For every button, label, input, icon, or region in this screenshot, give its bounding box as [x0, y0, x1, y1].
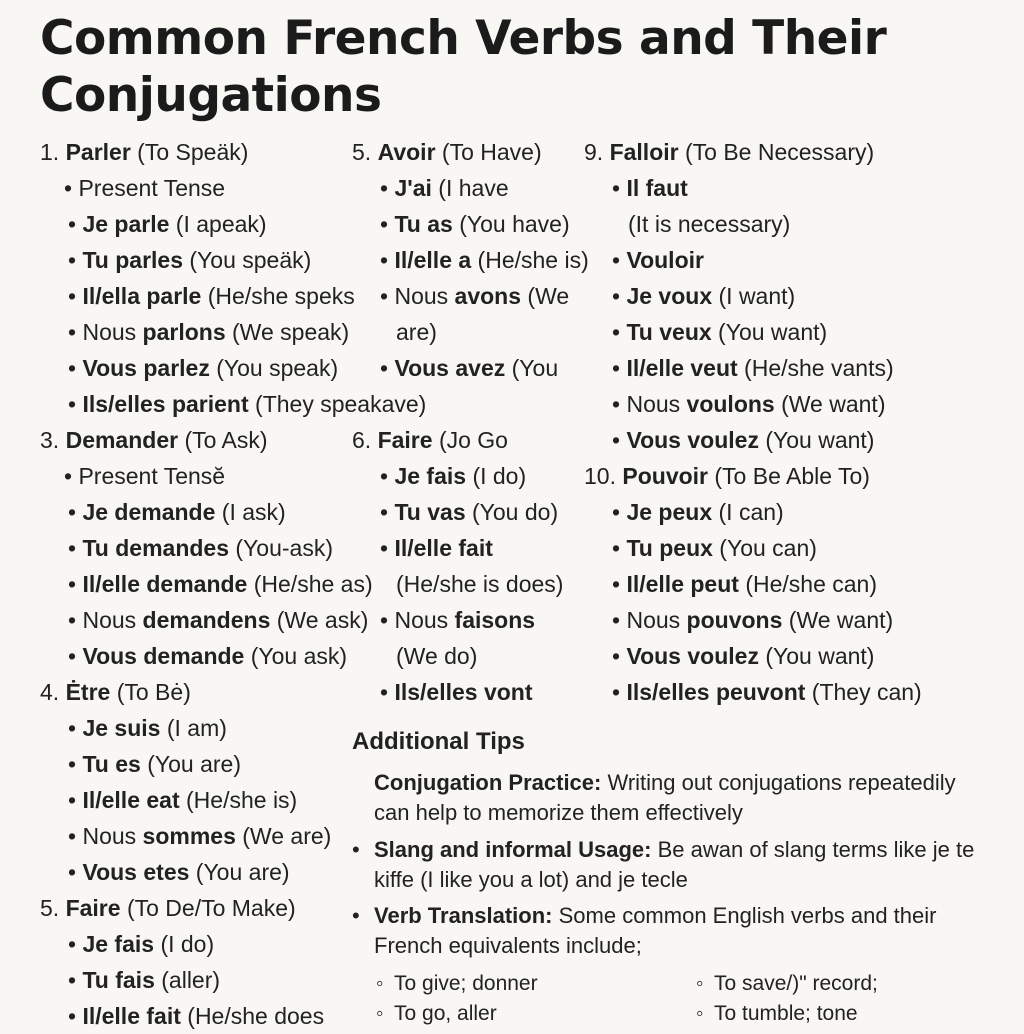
- conjugation-line: [68, 818, 331, 854]
- conjugation-line: [68, 566, 373, 602]
- bold-term: Je fais: [82, 931, 155, 957]
- plain-text: (He/she vants): [737, 355, 894, 381]
- conjugation-line: [380, 530, 493, 566]
- conjugation-line: [396, 314, 437, 350]
- bold-term: Vous etes: [82, 859, 190, 885]
- bold-term: Il/elle fait: [82, 1003, 181, 1029]
- plain-text: (To Be Necessary): [678, 139, 875, 165]
- conjugation-line: [68, 530, 333, 566]
- bold-term: Faire: [377, 427, 433, 453]
- plain-text: (I do): [154, 931, 215, 957]
- line-prefix: •: [68, 643, 83, 669]
- conjugation-line: [396, 638, 477, 674]
- bold-term: Il/elle veut: [626, 355, 738, 381]
- plain-text: (To Speäk): [130, 139, 249, 165]
- plain-text: (He/she is does): [396, 571, 564, 597]
- conjugation-line: [396, 566, 563, 602]
- line-prefix: •: [380, 463, 395, 489]
- bold-term: Pouvoir: [622, 463, 708, 489]
- plain-text: (We want): [782, 607, 894, 633]
- plain-text: Present Tensĕ: [78, 463, 226, 489]
- conjugation-line: [612, 566, 877, 602]
- line-prefix: •: [68, 391, 83, 417]
- plain-text: (You want): [758, 643, 875, 669]
- plain-text: (You are): [140, 751, 241, 777]
- line-prefix: •: [68, 751, 83, 777]
- conjugation-line: [68, 278, 355, 314]
- bold-term: Je fais: [394, 463, 467, 489]
- plain-text: (You-ask): [229, 535, 333, 561]
- line-prefix: •: [68, 859, 83, 885]
- plain-text: (I do): [466, 463, 527, 489]
- conjugation-line: [380, 494, 558, 530]
- tip-item: [352, 835, 992, 895]
- plain-text: (To Be Able To): [708, 463, 870, 489]
- plain-text: (You ask): [244, 643, 348, 669]
- conjugation-line: [380, 242, 589, 278]
- line-prefix: 6.: [352, 427, 378, 453]
- line-prefix: •: [612, 499, 627, 525]
- plain-text: (You speak): [209, 355, 339, 381]
- line-prefix: •: [68, 715, 83, 741]
- plain-text: (You want): [711, 319, 828, 345]
- bold-term: Ils/elles parient: [82, 391, 249, 417]
- conjugation-line: [68, 746, 241, 782]
- line-prefix: •: [68, 499, 83, 525]
- verb-heading: [584, 458, 870, 494]
- bold-term: sommes: [142, 823, 236, 849]
- bold-term: Vous parlez: [82, 355, 210, 381]
- plain-text: (He/she as): [247, 571, 373, 597]
- conjugation-line: [68, 854, 290, 890]
- plain-text: (We want): [774, 391, 886, 417]
- conjugation-line: [612, 242, 704, 278]
- verb-heading: [40, 674, 191, 710]
- line-prefix: •: [68, 571, 83, 597]
- plain-text: (He/she is): [179, 787, 298, 813]
- plain-text: Present Tense: [78, 175, 226, 201]
- conjugation-line: [64, 170, 225, 206]
- bold-term: Ils/elles peuvont: [626, 679, 806, 705]
- conjugation-line: [68, 602, 368, 638]
- bold-term: Je demande: [82, 499, 216, 525]
- conjugation-line: [612, 386, 886, 422]
- verb-heading: [352, 134, 542, 170]
- tip-item: [352, 768, 992, 828]
- line-prefix: •: [380, 499, 395, 525]
- plain-text: (We do): [396, 643, 478, 669]
- bold-term: Tu peux: [626, 535, 713, 561]
- tip-label: Verb Translation:: [374, 903, 553, 928]
- bold-term: Il/elle eat: [82, 787, 180, 813]
- plain-text: Nous: [626, 391, 687, 417]
- plain-text: (He/she can): [738, 571, 877, 597]
- plain-text: (He/she does: [180, 1003, 325, 1029]
- bold-term: Avoir: [377, 139, 436, 165]
- translation-item: ◦ To go, aller: [376, 1002, 497, 1025]
- bold-term: Vous demande: [82, 643, 245, 669]
- tip-text: Writing out conjugations repeatedily can help to memorize them effectively: [374, 770, 956, 825]
- bold-term: Tu parles: [82, 247, 183, 273]
- line-prefix: 5.: [40, 895, 66, 921]
- bold-term: Je peux: [626, 499, 713, 525]
- plain-text: (To Ask): [178, 427, 268, 453]
- plain-text: (You are): [189, 859, 290, 885]
- plain-text: (You do): [465, 499, 559, 525]
- conjugation-line: [68, 242, 311, 278]
- conjugation-line: [612, 674, 922, 710]
- translation-item: ◦ To save/)" record;: [696, 972, 878, 995]
- bold-term: Il/elle fait: [394, 535, 493, 561]
- line-prefix: •: [612, 643, 627, 669]
- plain-text: (You: [505, 355, 559, 381]
- translation-text: To save/)" record;: [714, 972, 878, 995]
- conjugation-line: [64, 458, 225, 494]
- translation-text: To tumble; tone: [714, 1002, 858, 1025]
- line-prefix: •: [380, 607, 395, 633]
- plain-text: (To Have): [435, 139, 542, 165]
- verb-heading: [40, 890, 296, 926]
- plain-text: (We are): [235, 823, 332, 849]
- line-prefix: •: [380, 283, 395, 309]
- bold-term: Vouloir: [626, 247, 704, 273]
- bold-term: Il faut: [626, 175, 688, 201]
- line-prefix: 9.: [584, 139, 610, 165]
- bold-term: Je voux: [626, 283, 713, 309]
- tip-text: Some common English verbs and their French equivalents include;: [374, 903, 937, 958]
- plain-text: Nous: [82, 823, 143, 849]
- line-prefix: •: [612, 391, 627, 417]
- bold-term: Vous voulez: [626, 643, 759, 669]
- bold-term: Faire: [65, 895, 121, 921]
- plain-text: are): [396, 319, 437, 345]
- bold-term: Il/elle peut: [626, 571, 739, 597]
- conjugation-line: [612, 314, 827, 350]
- translation-text: To give; donner: [394, 972, 538, 995]
- bold-term: Il/elle demande: [82, 571, 248, 597]
- line-prefix: •: [68, 283, 83, 309]
- conjugation-line: [68, 638, 347, 674]
- line-prefix: •: [612, 427, 627, 453]
- bold-term: Parler: [65, 139, 131, 165]
- tip-label: Slang and informal Usage:: [374, 837, 652, 862]
- line-prefix: •: [68, 319, 83, 345]
- line-prefix: 1.: [40, 139, 66, 165]
- plain-text: (They speakave): [248, 391, 427, 417]
- line-prefix: •: [68, 355, 83, 381]
- bold-term: Tu vas: [394, 499, 466, 525]
- conjugation-line: [68, 782, 297, 818]
- line-prefix: •: [68, 535, 83, 561]
- plain-text: Nous: [394, 283, 455, 309]
- verb-heading: [40, 422, 268, 458]
- conjugation-line: [68, 314, 349, 350]
- tip-item: [352, 901, 992, 961]
- bold-term: faisons: [454, 607, 536, 633]
- bullet: •: [352, 837, 360, 862]
- conjugation-line: [612, 422, 874, 458]
- line-prefix: •: [68, 1003, 83, 1029]
- line-prefix: •: [612, 535, 627, 561]
- line-prefix: •: [68, 823, 83, 849]
- conjugation-line: [68, 962, 220, 998]
- bold-term: Vous voulez: [626, 427, 759, 453]
- translation-item: ◦ To give; donner: [376, 972, 538, 995]
- conjugation-line: [68, 998, 324, 1034]
- line-prefix: •: [68, 967, 83, 993]
- bold-term: Ils/elles vont: [394, 679, 533, 705]
- bold-term: Tu as: [394, 211, 453, 237]
- bold-term: Tu veux: [626, 319, 712, 345]
- plain-text: (I ask): [215, 499, 286, 525]
- bold-term: voulons: [686, 391, 775, 417]
- line-prefix: •: [380, 247, 395, 273]
- line-prefix: 5.: [352, 139, 378, 165]
- conjugation-line: [68, 386, 426, 422]
- plain-text: (You speäk): [183, 247, 312, 273]
- plain-text: (He/she is): [471, 247, 589, 273]
- plain-text: (To Bė): [110, 679, 191, 705]
- plain-text: (You want): [758, 427, 875, 453]
- plain-text: (We: [521, 283, 570, 309]
- verb-heading: [40, 134, 248, 170]
- bold-term: parlons: [142, 319, 226, 345]
- line-prefix: •: [612, 607, 627, 633]
- conjugation-line: [68, 350, 338, 386]
- line-prefix: •: [68, 931, 83, 957]
- plain-text: (You have): [452, 211, 570, 237]
- plain-text: (To De/To Make): [120, 895, 296, 921]
- bold-term: pouvons: [686, 607, 783, 633]
- bold-term: Il/ella parle: [82, 283, 202, 309]
- conjugation-line: [380, 170, 509, 206]
- conjugation-line: [612, 350, 894, 386]
- plain-text: (It is necessary): [628, 211, 791, 237]
- bold-term: Je parle: [82, 211, 170, 237]
- bold-term: Demander: [65, 427, 179, 453]
- conjugation-line: [380, 458, 526, 494]
- plain-text: Nous: [82, 319, 143, 345]
- conjugation-line: [380, 206, 570, 242]
- plain-text: (You can): [712, 535, 817, 561]
- bold-term: J'ai: [394, 175, 432, 201]
- line-prefix: •: [380, 211, 395, 237]
- bold-term: Je suis: [82, 715, 161, 741]
- line-prefix: •: [612, 571, 627, 597]
- line-prefix: •: [612, 175, 627, 201]
- plain-text: (aller): [154, 967, 221, 993]
- conjugation-line: [612, 170, 688, 206]
- conjugation-line: [612, 278, 795, 314]
- plain-text: (I am): [160, 715, 227, 741]
- bold-term: Tu es: [82, 751, 141, 777]
- bold-term: demandens: [142, 607, 271, 633]
- conjugation-line: [612, 530, 817, 566]
- conjugation-line: [628, 206, 790, 242]
- bold-term: Falloir: [609, 139, 679, 165]
- bold-term: avons: [454, 283, 522, 309]
- verb-heading: [584, 134, 874, 170]
- plain-text: (I want): [712, 283, 796, 309]
- line-prefix: •: [68, 787, 83, 813]
- bold-term: Tu fais: [82, 967, 155, 993]
- line-prefix: •: [380, 175, 395, 201]
- plain-text: Nous: [82, 607, 143, 633]
- page-title: Common French Verbs and Their Conjugations: [40, 11, 887, 123]
- line-prefix: •: [64, 463, 79, 489]
- conjugation-line: [612, 494, 784, 530]
- conjugation-line: [380, 674, 533, 710]
- bold-term: Vous avez: [394, 355, 506, 381]
- line-prefix: •: [64, 175, 79, 201]
- bold-term: Il/elle a: [394, 247, 472, 273]
- line-prefix: •: [68, 211, 83, 237]
- tip-text: Be awan of slang terms like je te kiffe (I like you a lot) and je tecle: [374, 837, 975, 892]
- line-prefix: •: [380, 355, 395, 381]
- verb-heading: [352, 422, 508, 458]
- plain-text: (He/she speks: [201, 283, 355, 309]
- conjugation-line: [380, 350, 558, 386]
- line-prefix: •: [612, 355, 627, 381]
- bold-term: Ėtre: [65, 679, 111, 705]
- conjugation-line: [68, 494, 286, 530]
- line-prefix: •: [380, 535, 395, 561]
- bold-term: Tu demandes: [82, 535, 229, 561]
- translation-item: ◦ To tumble; tone: [696, 1002, 858, 1025]
- plain-text: (We ask): [270, 607, 369, 633]
- plain-text: (We speak): [225, 319, 350, 345]
- conjugation-line: [612, 602, 893, 638]
- plain-text: (They can): [805, 679, 922, 705]
- plain-text: (I apeak): [169, 211, 267, 237]
- line-prefix: •: [612, 283, 627, 309]
- line-prefix: •: [612, 319, 627, 345]
- plain-text: (I can): [712, 499, 784, 525]
- line-prefix: 3.: [40, 427, 66, 453]
- conjugation-line: [380, 602, 535, 638]
- conjugation-line: [380, 278, 569, 314]
- plain-text: (Jo Go: [432, 427, 508, 453]
- conjugation-line: [612, 638, 874, 674]
- conjugation-line: [68, 926, 214, 962]
- bullet: •: [352, 903, 360, 928]
- conjugation-line: [68, 710, 227, 746]
- tip-label: Conjugation Practice:: [374, 770, 602, 795]
- tips-heading: Additional Tips: [352, 728, 525, 755]
- plain-text: Nous: [626, 607, 687, 633]
- plain-text: Nous: [394, 607, 455, 633]
- line-prefix: •: [612, 679, 627, 705]
- line-prefix: 4.: [40, 679, 66, 705]
- plain-text: (I have: [431, 175, 509, 201]
- line-prefix: •: [380, 679, 395, 705]
- translation-text: To go, aller: [394, 1002, 497, 1025]
- line-prefix: 10.: [584, 463, 623, 489]
- conjugation-line: [68, 206, 267, 242]
- line-prefix: •: [68, 247, 83, 273]
- line-prefix: •: [612, 247, 627, 273]
- line-prefix: •: [68, 607, 83, 633]
